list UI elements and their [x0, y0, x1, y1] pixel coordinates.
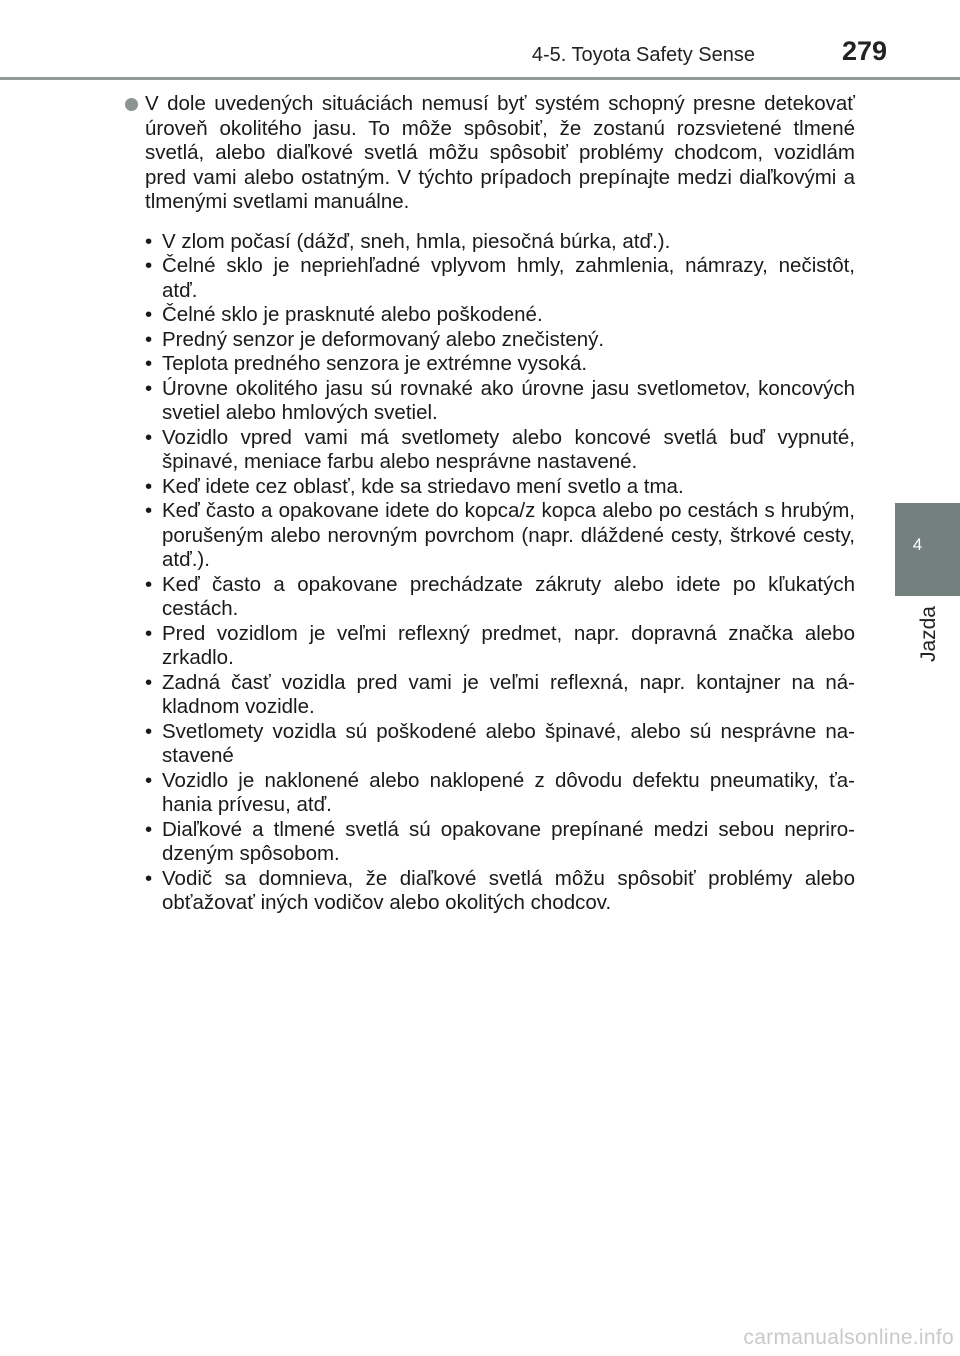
page-content — [125, 92, 855, 916]
list-item — [125, 230, 855, 255]
page-header — [0, 0, 960, 80]
list-item — [125, 475, 855, 500]
list-item — [125, 377, 855, 426]
section-title: 4-5. Toyota Safety Sense — [531, 44, 755, 66]
list-item-text: Úrovne okolitého jasu sú rovnaké ako úrovne jasu svetlometov, koncových svetiel alebo hmlových svetiel. — [162, 376, 855, 424]
list-item-text: Teplota predného senzora je extrémne vysoká. — [162, 352, 588, 375]
list-item-text: Predný senzor je deformovaný alebo znečistený. — [162, 327, 605, 351]
list-item-text: Keď idete cez oblasť, kde sa striedavo mení svetlo a tma. — [162, 474, 684, 498]
bullet-icon: • — [145, 572, 153, 596]
list-item-text: Zadná časť vozidla pred vami je veľmi reflexná, napr. kontajner na nákladnom vozidle. — [162, 670, 855, 718]
intro-text: V dole uvedených situáciách nemusí byť systém schopný presne detekovať úroveň okolitého jasu. To môže spôsobiť, že zostanú rozsvietené tlmené svetlá, alebo diaľkové svetlá môžu spôsobiť problémy chodcom, vozidlám pred vami alebo ostatným. V týchto prípadoch prepínajte medzi diaľkovými a tlmenými svetlami manuálne. — [145, 92, 855, 213]
list-item — [125, 426, 855, 475]
list-item-text: Vozidlo je naklonené alebo naklopené z dôvodu defektu pneumatiky, ťahania prívesu, atď. — [162, 768, 855, 816]
bullet-icon: • — [145, 621, 153, 645]
page-number: 279 — [841, 36, 887, 66]
list-item — [125, 867, 855, 916]
list-item — [125, 573, 855, 622]
chapter-label: Jazda — [917, 606, 940, 663]
list-item-text: Pred vozidlom je veľmi reflexný predmet, napr. dopravná značka alebo zrkadlo. — [162, 621, 855, 669]
chapter-number: 4 — [912, 535, 923, 554]
list-item — [125, 622, 855, 671]
bullet-icon: • — [145, 229, 153, 253]
watermark: carmanualsonline.info — [743, 1326, 954, 1349]
bullet-icon: • — [145, 817, 153, 841]
header-divider — [0, 77, 960, 80]
bullet-icon: • — [145, 670, 153, 694]
list-item — [125, 303, 855, 328]
situation-list — [125, 230, 855, 916]
bullet-icon: • — [145, 866, 153, 890]
list-item — [125, 818, 855, 867]
bullet-icon: • — [145, 719, 153, 743]
bullet-icon: • — [145, 254, 153, 277]
intro-paragraph — [125, 92, 855, 215]
list-item — [125, 499, 855, 573]
bullet-icon: • — [145, 425, 153, 449]
bullet-icon: • — [145, 768, 153, 792]
list-item — [125, 328, 855, 353]
circle-bullet-icon — [125, 98, 138, 111]
list-item-text: Svetlomety vozidla sú poškodené alebo špinavé, alebo sú nesprávne nastavené — [162, 719, 855, 767]
bullet-icon: • — [145, 499, 153, 522]
list-item-text: V zlom počasí (dážď, sneh, hmla, piesočná búrka, atď.). — [162, 229, 671, 253]
list-item-text: Keď často a opakovane idete do kopca/z kopca alebo po cestách s hrubým, porušeným alebo nerovným povrchom (napr. dláždené cesty, štrkové cesty, atď.). — [162, 499, 855, 571]
list-item — [125, 720, 855, 769]
list-item — [125, 671, 855, 720]
page-footer — [0, 1326, 960, 1356]
bullet-icon: • — [145, 327, 153, 351]
bullet-icon: • — [145, 376, 153, 400]
bullet-icon: • — [145, 474, 153, 498]
list-item — [125, 254, 855, 303]
list-item-text: Čelné sklo je nepriehľadné vplyvom hmly, zahmlenia, námrazy, nečistôt, atď. — [162, 254, 855, 302]
list-item-text: Diaľkové a tlmené svetlá sú opakovane prepínané medzi sebou neprirodzeným spôsobom. — [162, 817, 855, 865]
list-item — [125, 352, 855, 377]
list-item-text: Čelné sklo je prasknuté alebo poškodené. — [162, 303, 543, 326]
bullet-icon: • — [145, 303, 153, 326]
list-item — [125, 769, 855, 818]
list-item-text: Keď často a opakovane prechádzate zákruty alebo idete po kľukatých cestách. — [162, 572, 855, 620]
bullet-icon: • — [145, 352, 153, 375]
list-item-text: Vodič sa domnieva, že diaľkové svetlá môžu spôsobiť problémy alebo obťažovať iných vodičov alebo okolitých chodcov. — [162, 866, 855, 914]
list-item-text: Vozidlo vpred vami má svetlomety alebo koncové svetlá buď vypnuté, špinavé, meniace farbu alebo nesprávne nastavené. — [162, 425, 855, 473]
